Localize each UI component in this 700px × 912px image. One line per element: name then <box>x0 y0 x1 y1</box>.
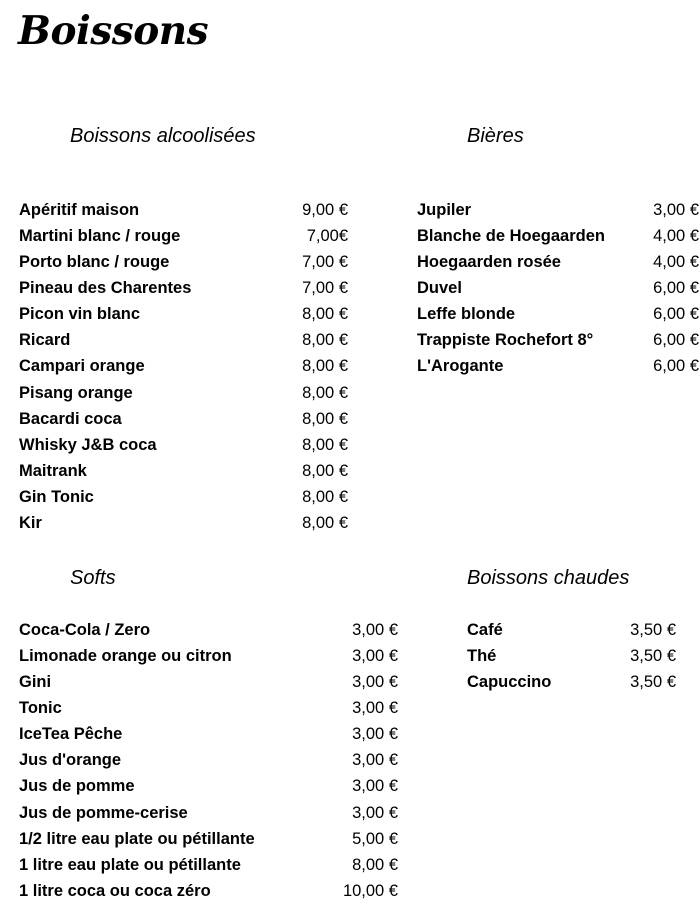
item-price: 8,00 € <box>352 855 398 874</box>
item-name: Café <box>467 620 503 639</box>
page-title: Boissons <box>18 8 209 54</box>
menu-item <box>19 354 348 380</box>
item-name: Tonic <box>19 698 62 717</box>
menu-item <box>19 275 348 301</box>
menu-item <box>19 800 398 826</box>
item-name: Picon vin blanc <box>19 305 141 324</box>
menu-item <box>467 643 676 669</box>
section-heading: Boissons alcoolisées <box>70 125 256 147</box>
menu-item <box>467 617 676 643</box>
menu-item <box>417 223 699 249</box>
item-price: 3,00 € <box>352 777 398 796</box>
item-name: Hoegaarden rosée <box>417 252 561 271</box>
item-price: 8,00 € <box>302 435 348 454</box>
item-name: Ricard <box>19 331 71 350</box>
item-name: Jus de pomme <box>19 777 135 796</box>
item-price: 4,00 € <box>653 252 699 271</box>
item-price: 3,00 € <box>352 751 398 770</box>
item-list <box>19 617 398 905</box>
item-price: 7,00 € <box>302 252 348 271</box>
menu-item <box>19 748 398 774</box>
item-name: Duvel <box>417 278 462 297</box>
menu-item <box>417 354 699 380</box>
item-name: 1/2 litre eau plate ou pétillante <box>19 829 255 848</box>
item-name: Limonade orange ou citron <box>19 646 232 665</box>
item-name: Jus de pomme-cerise <box>19 803 188 822</box>
item-name: Capuccino <box>467 672 552 691</box>
menu-item <box>417 197 699 223</box>
item-price: 4,00 € <box>653 226 699 245</box>
item-name: Jus d'orange <box>19 751 122 770</box>
item-name: Gini <box>19 672 52 691</box>
menu-item <box>19 302 348 328</box>
menu-item <box>19 197 348 223</box>
item-name: IceTea Pêche <box>19 725 123 744</box>
item-name: 1 litre coca ou coca zéro <box>19 881 211 900</box>
item-price: 7,00€ <box>306 226 348 245</box>
item-price: 3,00 € <box>653 200 699 219</box>
item-name: Maitrank <box>19 461 87 480</box>
item-name: Coca-Cola / Zero <box>19 620 151 639</box>
item-price: 3,00 € <box>352 698 398 717</box>
item-price: 8,00 € <box>302 514 348 533</box>
menu-item <box>19 774 398 800</box>
item-name: Jupiler <box>417 200 472 219</box>
item-price: 6,00 € <box>653 278 699 297</box>
menu-item <box>19 669 398 695</box>
item-name: Pineau des Charentes <box>19 278 192 297</box>
item-price: 3,50 € <box>630 646 676 665</box>
section-heading: Boissons chaudes <box>467 567 630 589</box>
item-price: 9,00 € <box>302 200 348 219</box>
menu-item <box>417 249 699 275</box>
item-price: 8,00 € <box>302 305 348 324</box>
menu-item <box>19 432 348 458</box>
item-price: 3,50 € <box>630 672 676 691</box>
menu-item <box>19 643 398 669</box>
item-price: 8,00 € <box>302 461 348 480</box>
item-price: 3,00 € <box>352 725 398 744</box>
item-name: Apéritif maison <box>19 200 140 219</box>
item-price: 8,00 € <box>302 331 348 350</box>
menu-item <box>19 695 398 721</box>
menu-item <box>19 328 348 354</box>
menu-item <box>417 275 699 301</box>
menu-item <box>417 302 699 328</box>
item-price: 3,00 € <box>352 646 398 665</box>
item-name: Thé <box>467 646 497 665</box>
item-price: 8,00 € <box>302 357 348 376</box>
item-price: 6,00 € <box>653 357 699 376</box>
section-heading: Softs <box>70 567 116 589</box>
menu-item <box>417 328 699 354</box>
item-name: Bacardi coca <box>19 409 122 428</box>
menu-item <box>19 380 348 406</box>
item-price: 3,00 € <box>352 672 398 691</box>
item-price: 3,50 € <box>630 620 676 639</box>
item-price: 3,00 € <box>352 803 398 822</box>
menu-item <box>19 406 348 432</box>
section-heading: Bières <box>467 125 524 147</box>
item-list <box>19 197 348 537</box>
item-name: Leffe blonde <box>417 305 516 324</box>
item-name: Martini blanc / rouge <box>19 226 181 245</box>
item-price: 8,00 € <box>302 488 348 507</box>
menu-item <box>19 223 348 249</box>
item-price: 10,00 € <box>342 881 398 900</box>
menu-item <box>467 669 676 695</box>
item-name: Pisang orange <box>19 383 133 402</box>
menu-item <box>19 852 398 878</box>
item-list <box>467 617 676 695</box>
menu-item <box>19 458 348 484</box>
item-name: Porto blanc / rouge <box>19 252 170 271</box>
menu-item <box>19 722 398 748</box>
menu-item <box>19 511 348 537</box>
item-name: Trappiste Rochefort 8° <box>417 331 594 350</box>
item-price: 7,00 € <box>302 278 348 297</box>
item-price: 5,00 € <box>352 829 398 848</box>
item-price: 8,00 € <box>302 383 348 402</box>
item-price: 6,00 € <box>653 305 699 324</box>
item-name: Gin Tonic <box>19 488 94 507</box>
item-name: Blanche de Hoegaarden <box>417 226 605 245</box>
item-price: 6,00 € <box>653 331 699 350</box>
menu-item <box>19 826 398 852</box>
item-list <box>417 197 699 380</box>
menu-item <box>19 878 398 904</box>
item-name: Campari orange <box>19 357 145 376</box>
item-name: Whisky J&B coca <box>19 435 157 454</box>
menu-item <box>19 249 348 275</box>
item-name: Kir <box>19 514 42 533</box>
item-name: 1 litre eau plate ou pétillante <box>19 855 241 874</box>
menu-item <box>19 485 348 511</box>
menu-item <box>19 617 398 643</box>
item-price: 3,00 € <box>352 620 398 639</box>
item-price: 8,00 € <box>302 409 348 428</box>
item-name: L'Arogante <box>417 357 504 376</box>
